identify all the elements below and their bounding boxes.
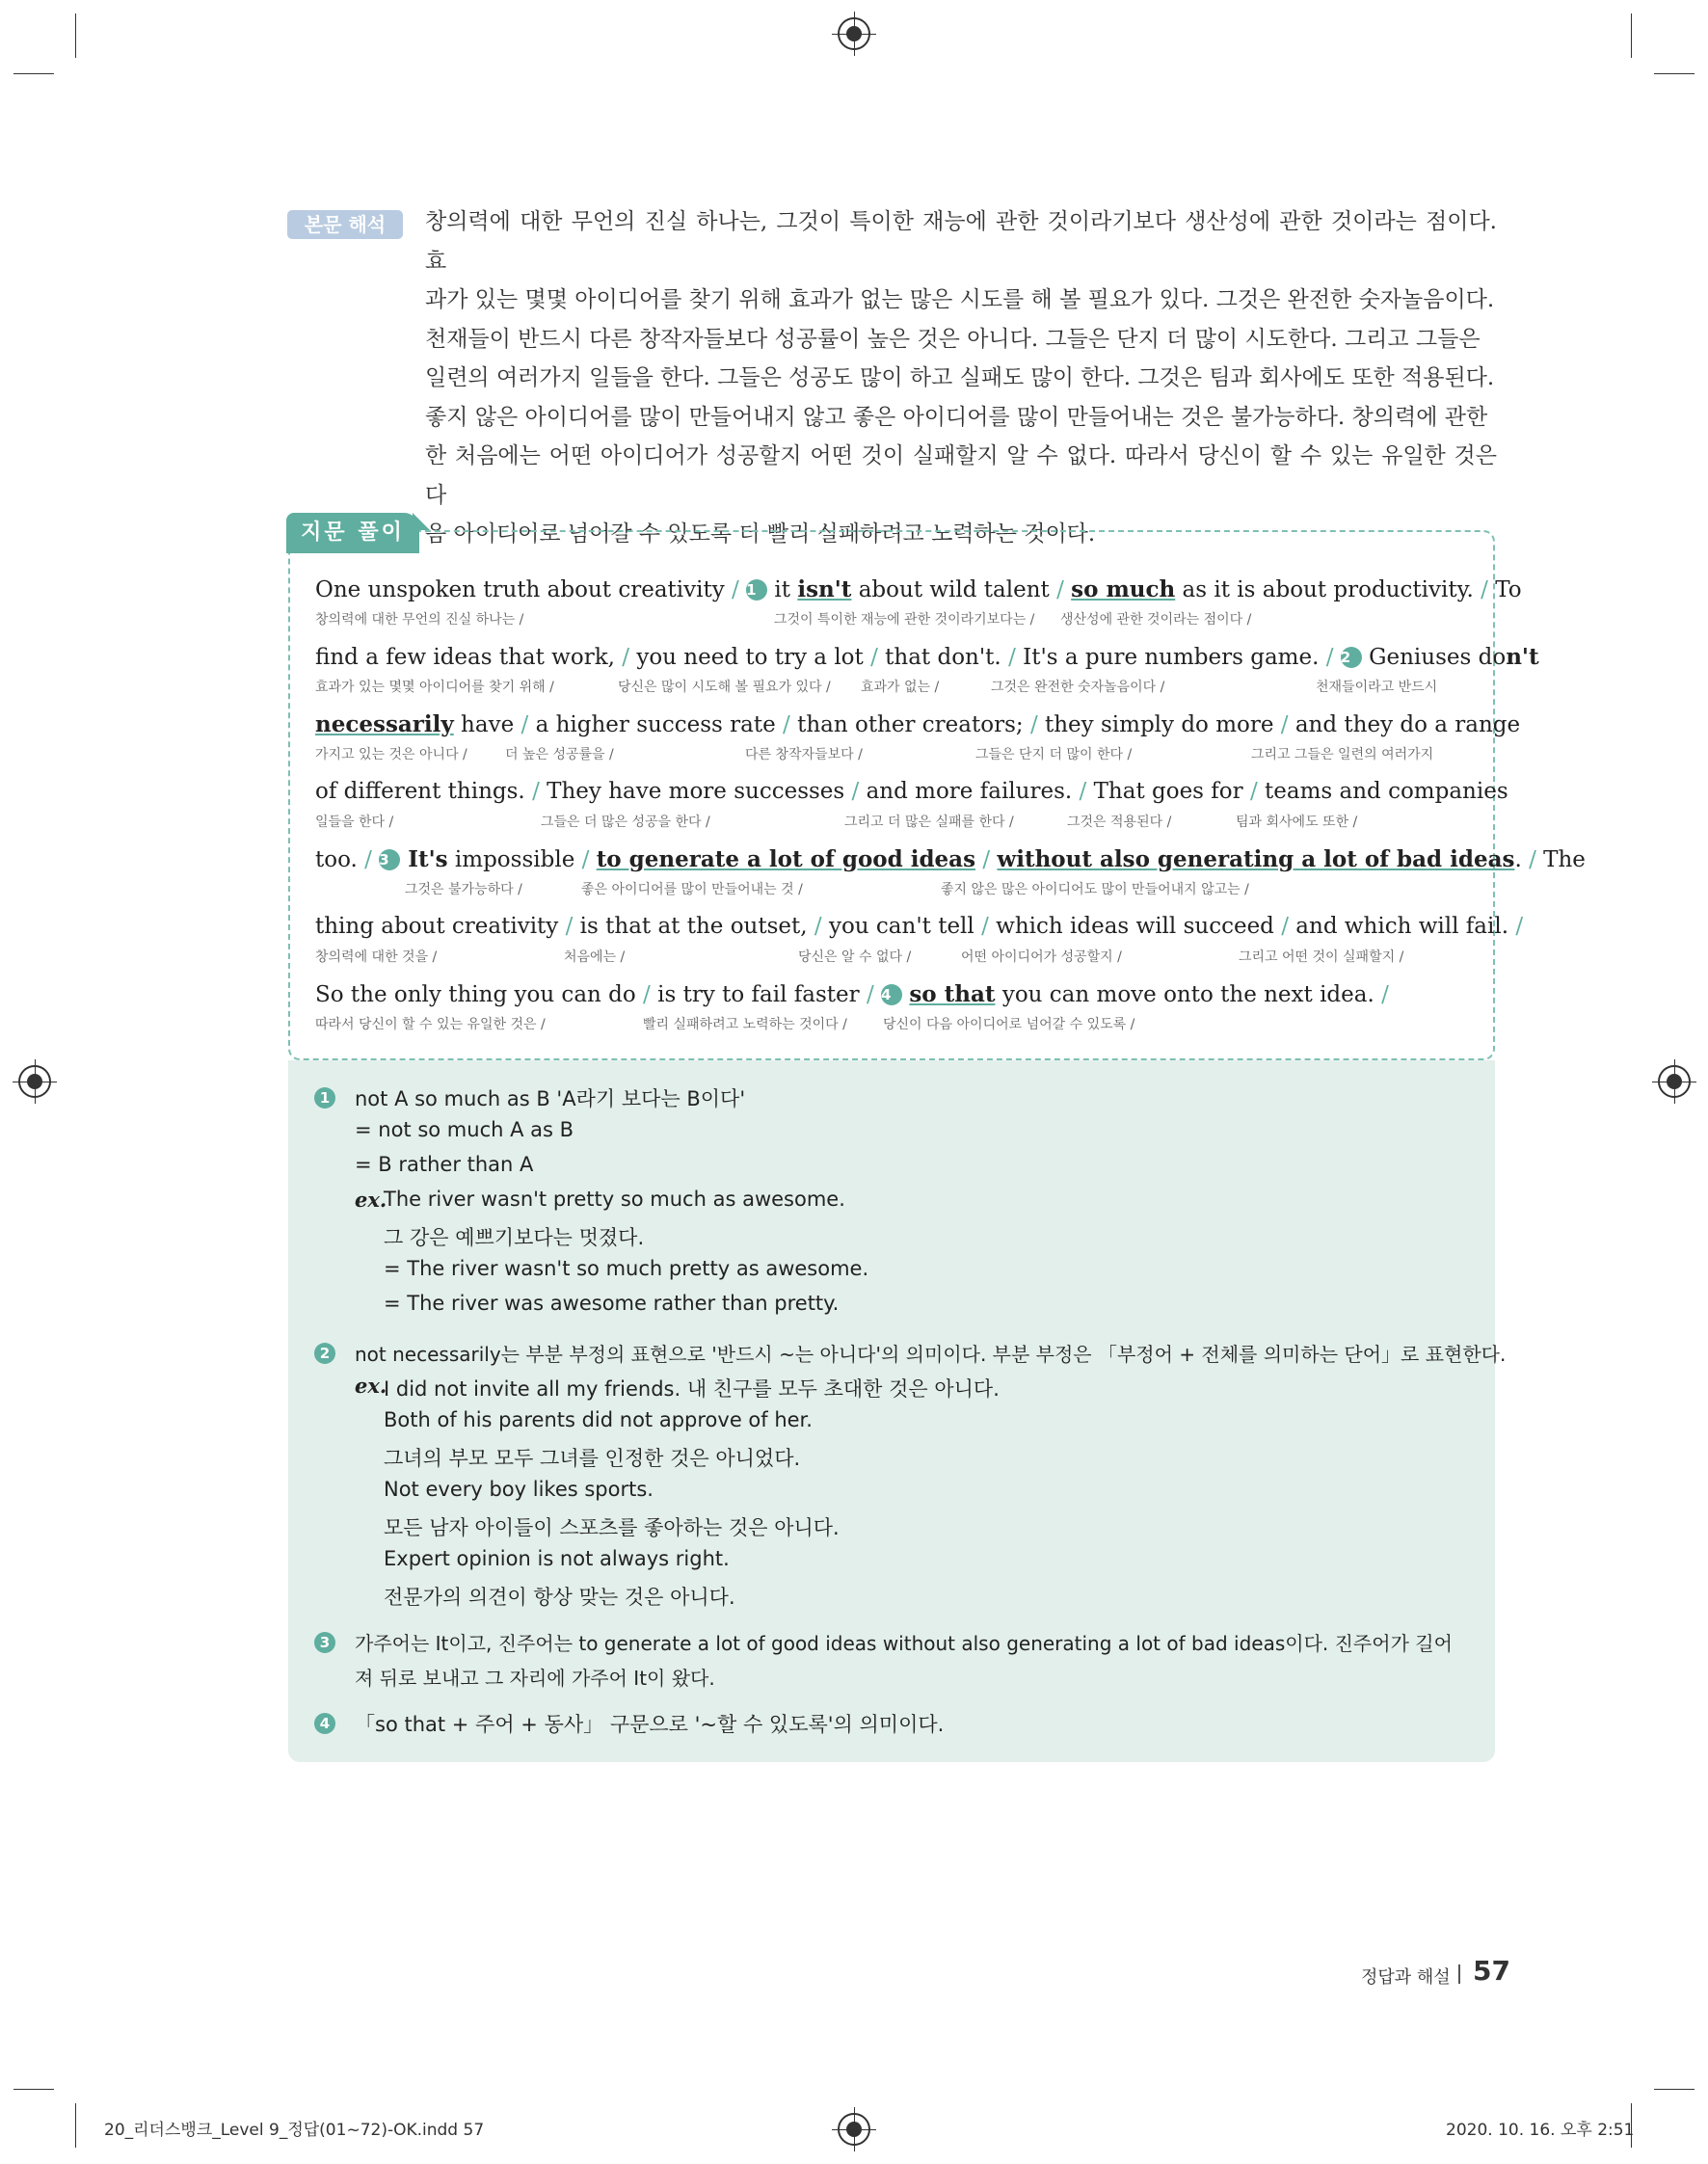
passage-line: thing about creativity / is that at the outset, / you can't tell / which ideas will succeed / and which will fail. /	[315, 914, 1524, 939]
note-number: 4	[314, 1713, 335, 1734]
slug-filename: 20_리더스뱅크_Level 9_정답(01~72)-OK.indd 57	[104, 2121, 485, 2140]
passage-line: necessarily have / a higher success rate / than other creators; / they simply do more / and they do a range	[315, 711, 1521, 737]
gloss: 창의력에 대한 무언의 진실 하나는 /	[315, 612, 524, 628]
gloss: 당신은 많이 시도해 볼 필요가 있다 /	[618, 680, 831, 695]
passage-line: One unspoken truth about creativity / 1 it isn't about wild talent / so much as it is about productivity. / To	[315, 576, 1522, 602]
gloss: 그것은 완전한 숫자놀음이다 /	[991, 680, 1165, 695]
marker-4: 4	[881, 984, 902, 1005]
example-sentence: The river wasn't pretty so much as awesome.	[384, 1188, 845, 1211]
registration-mark	[838, 2113, 870, 2146]
crop-mark	[13, 2089, 54, 2090]
gloss: 그들은 단지 더 많이 한다 /	[975, 747, 1133, 762]
translation-line: 음 아이디어로 넘어갈 수 있도록 더 빨리 실패하려고 노력하는 것이다.	[425, 521, 1096, 547]
example-translation: 모든 남자 아이들이 스포츠를 좋아하는 것은 아니다.	[384, 1516, 840, 1539]
passage-line: find a few ideas that work, / you need to try a lot / that don't. / It's a pure numbers game. / 2 Geniuses don't	[315, 644, 1539, 670]
section-label-translation: 본문 해석	[287, 210, 403, 239]
crop-mark	[1654, 2089, 1695, 2090]
note-3-line: 가주어는 It이고, 진주어는 to generate a lot of good ideas without also generating a lot of bad ideas이다. 진주어가 길어	[355, 1632, 1453, 1655]
gloss: 효과가 있는 몇몇 아이디어를 찾기 위해 /	[315, 680, 554, 695]
gloss: 그리고 어떤 것이 실패할지 /	[1239, 949, 1404, 965]
gloss: 생산성에 관한 것이라는 점이다 /	[1060, 612, 1252, 628]
gloss: 그리고 더 많은 실패를 한다 /	[844, 815, 1014, 830]
example-label: ex.	[355, 1374, 387, 1398]
note-number: 3	[314, 1632, 335, 1653]
example-translation: 그 강은 예쁘기보다는 멋졌다.	[384, 1226, 645, 1249]
gloss: 어떤 아이디어가 성공할지 /	[961, 949, 1122, 965]
gloss: 천재들이라고 반드시	[1316, 680, 1438, 695]
section-label-analysis: 지문 풀이	[286, 513, 419, 553]
translation-line: 천재들이 반드시 다른 창작자들보다 성공률이 높은 것은 아니다. 그들은 단지 더 많이 시도한다. 그리고 그들은	[425, 326, 1481, 352]
gloss: 처음에는 /	[564, 949, 626, 965]
section-name: 정답과 해설	[1361, 1967, 1451, 1988]
note-1-line: = not so much A as B	[355, 1118, 574, 1141]
example-label: ex.	[355, 1188, 387, 1212]
example-sentence: I did not invite all my friends. 내 친구를 모두 초대한 것은 아니다.	[384, 1377, 1000, 1401]
note-1-line: not A so much as B 'A라기 보다는 B이다'	[355, 1087, 746, 1110]
gloss: 일들을 한다 /	[315, 815, 394, 830]
gloss: 그것은 적용된다 /	[1067, 815, 1172, 830]
translation-line: 일련의 여러가지 일들을 한다. 그들은 성공도 많이 하고 실패도 많이 한다. 그것은 팀과 회사에도 또한 적용된다.	[425, 365, 1495, 390]
gloss: 효과가 없는 /	[861, 680, 940, 695]
footer-divider	[1458, 1964, 1460, 1984]
example-sentence: = The river was awesome rather than pretty.	[384, 1292, 840, 1315]
registration-mark	[838, 17, 870, 50]
gloss: 당신은 알 수 없다 /	[798, 949, 912, 965]
crop-mark	[1654, 73, 1695, 74]
gloss: 당신이 다음 아이디어로 넘어갈 수 있도록 /	[883, 1017, 1135, 1032]
note-number: 1	[314, 1087, 335, 1109]
gloss: 따라서 당신이 할 수 있는 유일한 것은 /	[315, 1017, 546, 1032]
note-3-line: 져 뒤로 보내고 그 자리에 가주어 It이 왔다.	[355, 1667, 715, 1690]
translation-line: 좋지 않은 아이디어를 많이 만들어내지 않고 좋은 아이디어를 많이 만들어내는 것은 불가능하다. 창의력에 관한	[425, 404, 1488, 430]
gloss: 더 높은 성공률을 /	[505, 747, 614, 762]
page-number: 57	[1473, 1955, 1510, 1987]
passage-line: of different things. / They have more successes / and more failures. / That goes for / teams and companies	[315, 779, 1508, 804]
passage-line: too. / 3 It's impossible / to generate a lot of good ideas / without also generating a lot of bad ideas. / The	[315, 846, 1586, 872]
marker-2: 2	[1341, 647, 1362, 668]
note-2-line: not necessarily는 부분 부정의 표현으로 '반드시 ~는 아니다'의 의미이다. 부분 부정은 「부정어 + 전체를 의미하는 단어」로 표현한다.	[355, 1343, 1507, 1366]
gloss: 그리고 그들은 일련의 여러가지	[1251, 747, 1434, 762]
slug-timestamp: 2020. 10. 16. 오후 2:51	[1446, 2121, 1635, 2140]
translation-line: 한 처음에는 어떤 아이디어가 성공할지 어떤 것이 실패할지 알 수 없다. 따라서 당신이 할 수 있는 유일한 것은 다	[425, 443, 1497, 508]
crop-mark	[13, 73, 54, 74]
gloss: 좋지 않은 많은 아이디어도 많이 만들어내지 않고는 /	[941, 882, 1249, 897]
registration-mark	[18, 1065, 51, 1098]
translation-line: 과가 있는 몇몇 아이디어를 찾기 위해 효과가 없는 많은 시도를 해 볼 필요가 있다. 그것은 완전한 숫자놀음이다.	[425, 287, 1495, 312]
gloss: 가지고 있는 것은 아니다 /	[315, 747, 467, 762]
note-4-line: 「so that + 주어 + 동사」 구문으로 '~할 수 있도록'의 의미이다.	[355, 1713, 945, 1736]
note-number: 2	[314, 1343, 335, 1364]
crop-mark	[1631, 13, 1632, 58]
gloss: 그것이 특이한 재능에 관한 것이라기보다는 /	[774, 612, 1035, 628]
gloss: 팀과 회사에도 또한 /	[1236, 815, 1358, 830]
crop-mark	[75, 13, 76, 58]
gloss: 빨리 실패하려고 노력하는 것이다 /	[643, 1017, 847, 1032]
gloss: 다른 창작자들보다 /	[745, 747, 863, 762]
passage-line: So the only thing you can do / is try to fail faster / 4 so that you can move onto the next idea. /	[315, 981, 1389, 1007]
tag-corner	[413, 513, 430, 530]
translation-text	[425, 202, 1497, 554]
gloss: 그것은 불가능하다 /	[405, 882, 522, 897]
marker-1: 1	[746, 579, 767, 601]
gloss: 좋은 아이디어를 많이 만들어내는 것 /	[581, 882, 803, 897]
example-translation: 그녀의 부모 모두 그녀를 인정한 것은 아니었다.	[384, 1447, 801, 1470]
example-sentence: Not every boy likes sports.	[384, 1478, 654, 1501]
crop-mark	[75, 2103, 76, 2148]
marker-3: 3	[379, 849, 400, 870]
example-sentence: Both of his parents did not approve of her.	[384, 1408, 813, 1431]
translation-line: 창의력에 대한 무언의 진실 하나는, 그것이 특이한 재능에 관한 것이라기보다 생산성에 관한 것이라는 점이다. 효	[425, 209, 1497, 274]
note-1-line: = B rather than A	[355, 1153, 534, 1176]
example-translation: 전문가의 의견이 항상 맞는 것은 아니다.	[384, 1586, 735, 1609]
registration-mark	[1658, 1065, 1691, 1098]
gloss: 창의력에 대한 것을 /	[315, 949, 438, 965]
gloss: 그들은 더 많은 성공을 한다 /	[541, 815, 710, 830]
example-sentence: Expert opinion is not always right.	[384, 1547, 730, 1570]
example-sentence: = The river wasn't so much pretty as awesome.	[384, 1257, 869, 1280]
